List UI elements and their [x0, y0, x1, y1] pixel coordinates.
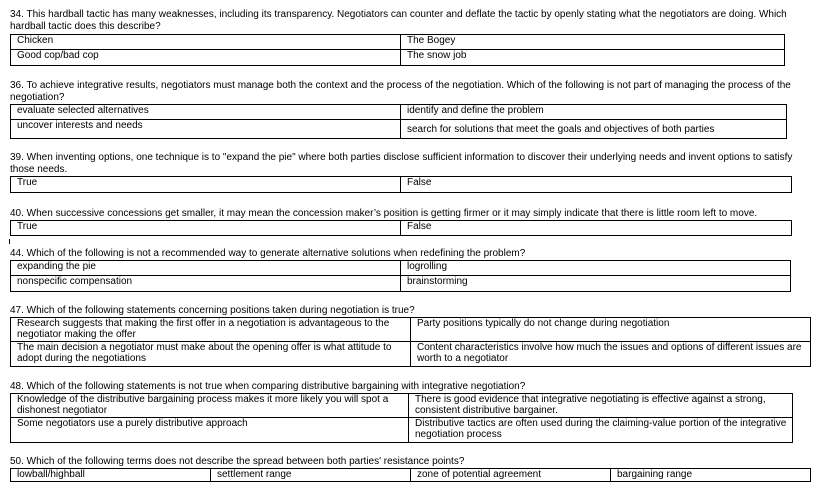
question-47 [10, 305, 814, 317]
option[interactable]: Good cop/bad cop [11, 50, 401, 66]
options-table [10, 317, 811, 367]
options-table [10, 220, 792, 236]
option[interactable]: lowball/highball [11, 469, 211, 482]
question-40 [10, 208, 818, 220]
option[interactable]: True [11, 221, 401, 236]
option[interactable]: settlement range [211, 469, 411, 482]
question-48 [10, 381, 814, 393]
option[interactable]: zone of potential agreement [411, 469, 611, 482]
option[interactable]: evaluate selected alternatives [11, 105, 401, 120]
option[interactable]: Knowledge of the distributive bargaining process makes it more likely you will spot a dishonest negotiator [11, 394, 409, 418]
options-table [10, 260, 791, 292]
option[interactable]: Chicken [11, 35, 401, 50]
option[interactable]: identify and define the problem [401, 105, 787, 120]
option[interactable]: The snow job [401, 50, 785, 66]
option[interactable]: Party positions typically do not change during negotiation [411, 318, 811, 342]
options-table [10, 34, 785, 66]
option[interactable]: Content characteristics involve how much the issues and options of different issues are worth to a negotiator [411, 342, 811, 367]
option[interactable]: brainstorming [401, 276, 791, 292]
options-table [10, 104, 787, 139]
option[interactable]: bargaining range [611, 469, 811, 482]
question-text: 34. This hardball tactic has many weaknesses, including its transparency. Negotiators can counter and deflate the tactic by openly stating what the negotiators are doing. Which hardball tactic does this describe? [10, 9, 787, 32]
question-50 [10, 456, 814, 468]
question-text: 48. Which of the following statements is not true when comparing distributive bargaining with integrative negotiation? [10, 381, 526, 392]
option[interactable]: expanding the pie [11, 261, 401, 276]
option[interactable]: Distributive tactics are often used during the claiming-value portion of the integrative negotiation process [409, 418, 793, 443]
option[interactable]: The Bogey [401, 35, 785, 50]
question-text: 44. Which of the following is not a recommended way to generate alternative solutions when redefining the problem? [10, 248, 526, 259]
question-39 [10, 152, 814, 176]
option[interactable]: uncover interests and needs [11, 120, 401, 139]
question-text: 40. When successive concessions get smaller, it may mean the concession maker’s position is getting firmer or it may simply indicate that there is little room left to move. [10, 208, 758, 219]
question-34 [10, 9, 814, 33]
question-36 [10, 80, 814, 104]
option[interactable]: There is good evidence that integrative negotiating is effective against a strong, consistent distributive bargainer. [409, 394, 793, 418]
option[interactable]: False [401, 221, 792, 236]
option[interactable]: Some negotiators use a purely distributive approach [11, 418, 409, 443]
options-table [10, 393, 793, 443]
question-44 [10, 248, 814, 260]
option[interactable]: False [401, 177, 792, 193]
stray-mark [9, 239, 10, 244]
question-text: 36. To achieve integrative results, negotiators must manage both the context and the process of the negotiation. Which of the following is not part of managing the process of the negotiation? [10, 80, 791, 103]
question-text: 47. Which of the following statements concerning positions taken during negotiation is true? [10, 305, 415, 316]
option[interactable]: The main decision a negotiator must make about the opening offer is what attitude to adopt during the negotiations [11, 342, 411, 367]
question-text: 50. Which of the following terms does not describe the spread between both parties' resistance points? [10, 456, 465, 467]
option[interactable]: nonspecific compensation [11, 276, 401, 292]
option[interactable]: logrolling [401, 261, 791, 276]
question-text: 39. When inventing options, one technique is to "expand the pie" where both parties disclose sufficient information to discover their underlying needs and invent options to satisfy those needs. [10, 152, 793, 175]
option[interactable]: search for solutions that meet the goals and objectives of both parties [401, 120, 787, 139]
option[interactable]: True [11, 177, 401, 193]
options-table [10, 176, 792, 193]
options-table [10, 468, 811, 482]
option[interactable]: Research suggests that making the first offer in a negotiation is advantageous to the negotiator making the offer [11, 318, 411, 342]
